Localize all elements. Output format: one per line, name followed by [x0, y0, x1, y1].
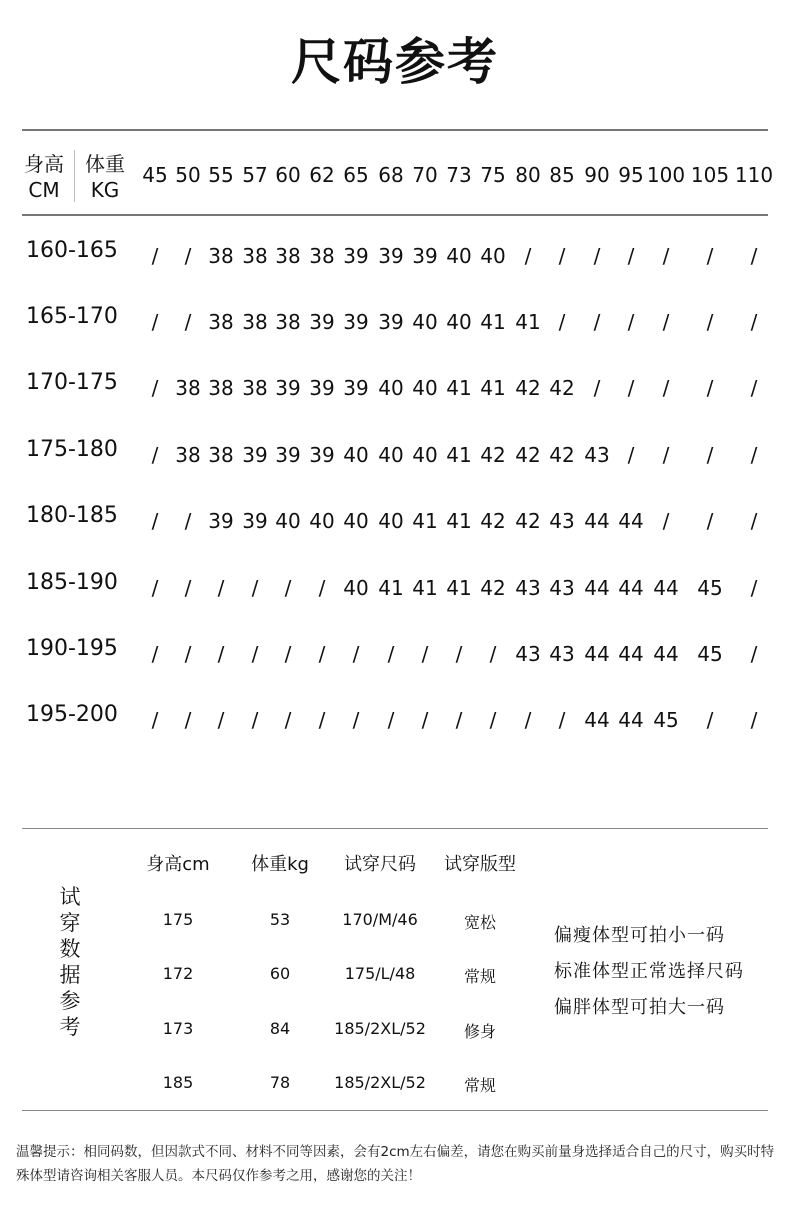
weight-header-cell: 62: [309, 163, 335, 187]
weight-header-cell: 75: [480, 163, 506, 187]
weight-header-cell: 55: [208, 163, 234, 187]
weight-unit-label: KG: [90, 178, 120, 202]
fitting-cell: 185/2XL/52: [334, 1073, 426, 1092]
size-cell: /: [352, 708, 360, 732]
fitting-bottom-divider: [22, 1110, 768, 1111]
size-cell: /: [151, 310, 159, 334]
size-cell: /: [184, 708, 192, 732]
size-cell: 39: [275, 443, 301, 467]
size-cell: /: [750, 576, 758, 600]
size-cell: /: [421, 642, 429, 666]
size-cell: 41: [446, 376, 472, 400]
size-cell: /: [593, 310, 601, 334]
weight-header-cell: 100: [646, 163, 686, 187]
size-cell: /: [662, 443, 670, 467]
size-cell: /: [489, 708, 497, 732]
fitting-title-char: 数: [59, 937, 81, 961]
notice-text: 温馨提示：相同码数，但因款式不同、材料不同等因素，会有2cm左右偏差，请您在购买前量身选择适合自己的尺寸，购买时特殊体型请咨询相关客服人员。本尺码仅作参考之用，感谢您的关注！: [16, 1144, 775, 1184]
fitting-cell: 修身: [463, 1022, 497, 1041]
size-cell: 45: [697, 642, 723, 666]
fitting-header-weight: 体重kg: [251, 854, 309, 875]
weight-header-cell: 45: [142, 163, 168, 187]
size-cell: 44: [653, 576, 679, 600]
size-cell: /: [387, 708, 395, 732]
size-cell: /: [151, 509, 159, 533]
size-cell: /: [593, 376, 601, 400]
size-cell: 44: [618, 576, 644, 600]
size-cell: 39: [275, 376, 301, 400]
size-cell: /: [627, 443, 635, 467]
size-cell: /: [706, 708, 714, 732]
size-cell: 40: [446, 244, 472, 268]
size-cell: 41: [378, 576, 404, 600]
weight-header-cell: 80: [515, 163, 541, 187]
size-cell: 44: [584, 509, 610, 533]
size-cell: 38: [242, 244, 268, 268]
fitting-cell: 175: [162, 910, 194, 929]
fit-tip: 标准体型正常选择尺码: [554, 961, 744, 982]
size-cell: /: [558, 244, 566, 268]
fitting-cell: 172: [162, 964, 194, 983]
height-range-cell: 165-170: [26, 304, 118, 329]
size-cell: 40: [378, 443, 404, 467]
size-cell: 44: [618, 509, 644, 533]
header-separator: [74, 150, 75, 202]
size-cell: /: [184, 576, 192, 600]
size-cell: /: [662, 509, 670, 533]
weight-header-cell: 73: [446, 163, 472, 187]
size-cell: /: [251, 576, 259, 600]
weight-header-cell: 57: [242, 163, 268, 187]
size-cell: /: [750, 642, 758, 666]
size-cell: /: [184, 509, 192, 533]
size-cell: /: [706, 509, 714, 533]
size-cell: 42: [549, 376, 575, 400]
fitting-title-char: 试: [59, 885, 81, 909]
size-cell: /: [662, 244, 670, 268]
size-cell: /: [524, 708, 532, 732]
height-range-cell: 185-190: [26, 570, 118, 595]
size-cell: /: [421, 708, 429, 732]
size-cell: /: [489, 642, 497, 666]
table-top-divider: [22, 129, 768, 131]
weight-header-cell: 105: [690, 163, 730, 187]
size-cell: /: [318, 576, 326, 600]
size-cell: 41: [480, 376, 506, 400]
fitting-cell: 60: [269, 964, 291, 983]
size-cell: /: [318, 708, 326, 732]
size-cell: 38: [275, 244, 301, 268]
size-cell: /: [251, 708, 259, 732]
size-cell: 40: [275, 509, 301, 533]
size-cell: /: [558, 708, 566, 732]
size-cell: /: [151, 642, 159, 666]
size-cell: 38: [208, 244, 234, 268]
height-range-cell: 180-185: [26, 503, 118, 528]
table-header-divider: [22, 214, 768, 216]
size-cell: /: [217, 708, 225, 732]
size-cell: 39: [309, 376, 335, 400]
fit-tips: [554, 918, 774, 1026]
size-cell: /: [352, 642, 360, 666]
size-cell: 39: [309, 443, 335, 467]
size-cell: 41: [446, 509, 472, 533]
size-cell: 39: [343, 244, 369, 268]
size-cell: /: [184, 244, 192, 268]
size-cell: 38: [175, 443, 201, 467]
fitting-cell: 175/L/48: [344, 964, 416, 983]
size-cell: /: [706, 376, 714, 400]
fitting-header-fit: 试穿版型: [444, 854, 516, 875]
height-range-cell: 160-165: [26, 238, 118, 263]
fitting-title-char: 参: [59, 989, 81, 1013]
fitting-cell: 常规: [463, 1076, 497, 1095]
fitting-header-size: 试穿尺码: [344, 854, 416, 875]
size-cell: /: [662, 310, 670, 334]
fitting-header-height: 身高cm: [146, 854, 210, 875]
size-cell: 44: [618, 642, 644, 666]
size-cell: /: [706, 310, 714, 334]
size-cell: 42: [515, 509, 541, 533]
size-cell: 43: [515, 576, 541, 600]
fitting-cell: 185/2XL/52: [334, 1019, 426, 1038]
size-cell: 40: [412, 443, 438, 467]
size-cell: /: [524, 244, 532, 268]
weight-header-cell: 85: [549, 163, 575, 187]
size-cell: 39: [208, 509, 234, 533]
size-cell: 40: [343, 509, 369, 533]
size-cell: /: [662, 376, 670, 400]
size-cell: 45: [697, 576, 723, 600]
size-cell: 41: [446, 443, 472, 467]
size-cell: 42: [549, 443, 575, 467]
fitting-cell: 173: [162, 1019, 194, 1038]
size-cell: 39: [242, 443, 268, 467]
size-cell: /: [750, 310, 758, 334]
size-cell: 39: [378, 244, 404, 268]
size-cell: /: [151, 244, 159, 268]
size-cell: 44: [618, 708, 644, 732]
weight-header-cell: 65: [343, 163, 369, 187]
size-cell: /: [750, 509, 758, 533]
weight-header-cell: 70: [412, 163, 438, 187]
size-cell: 42: [480, 443, 506, 467]
weight-header-cell: 110: [734, 163, 774, 187]
size-cell: 38: [275, 310, 301, 334]
size-cell: 38: [242, 376, 268, 400]
size-cell: /: [558, 310, 566, 334]
size-cell: 40: [412, 310, 438, 334]
size-cell: 38: [208, 310, 234, 334]
fitting-title-char: 穿: [59, 911, 81, 935]
size-cell: /: [184, 310, 192, 334]
size-cell: 40: [446, 310, 472, 334]
size-cell: 43: [549, 509, 575, 533]
size-cell: 43: [549, 576, 575, 600]
size-cell: /: [284, 576, 292, 600]
size-cell: 42: [515, 376, 541, 400]
size-cell: 38: [242, 310, 268, 334]
size-cell: 42: [480, 509, 506, 533]
height-range-cell: 195-200: [26, 702, 118, 727]
size-cell: /: [750, 244, 758, 268]
size-cell: 41: [446, 576, 472, 600]
size-cell: /: [627, 244, 635, 268]
fitting-cell: 78: [269, 1073, 291, 1092]
weight-header-cell: 95: [618, 163, 644, 187]
size-cell: 39: [378, 310, 404, 334]
size-cell: 40: [309, 509, 335, 533]
size-cell: 39: [242, 509, 268, 533]
fit-tip: 偏胖体型可拍大一码: [554, 997, 725, 1018]
size-cell: 44: [584, 576, 610, 600]
height-range-cell: 175-180: [26, 437, 118, 462]
height-header-label: 身高: [24, 152, 64, 176]
page-title: 尺码参考: [291, 33, 499, 91]
size-cell: /: [251, 642, 259, 666]
size-cell: /: [284, 708, 292, 732]
fitting-cell: 常规: [463, 967, 497, 986]
size-cell: /: [318, 642, 326, 666]
height-range-cell: 170-175: [26, 370, 118, 395]
size-cell: /: [387, 642, 395, 666]
size-cell: /: [455, 708, 463, 732]
fitting-top-divider: [22, 828, 768, 829]
size-cell: /: [455, 642, 463, 666]
size-cell: 42: [515, 443, 541, 467]
size-cell: 39: [309, 310, 335, 334]
size-cell: /: [151, 376, 159, 400]
fitting-cell: 53: [269, 910, 291, 929]
fitting-cell: 170/M/46: [342, 910, 418, 929]
fitting-cell: 185: [162, 1073, 194, 1092]
size-cell: /: [151, 443, 159, 467]
size-cell: 39: [343, 310, 369, 334]
size-cell: 41: [412, 509, 438, 533]
size-cell: 43: [515, 642, 541, 666]
size-cell: /: [217, 576, 225, 600]
size-cell: /: [284, 642, 292, 666]
size-cell: 38: [208, 443, 234, 467]
weight-header-cell: 68: [378, 163, 404, 187]
size-cell: /: [184, 642, 192, 666]
height-unit-label: CM: [28, 178, 60, 202]
weight-header-cell: 50: [175, 163, 201, 187]
size-cell: 40: [378, 376, 404, 400]
size-cell: 41: [480, 310, 506, 334]
fitting-title-char: 据: [59, 963, 81, 987]
weight-header-cell: 60: [275, 163, 301, 187]
size-cell: 42: [480, 576, 506, 600]
size-cell: /: [706, 244, 714, 268]
size-cell: /: [627, 310, 635, 334]
size-cell: 40: [480, 244, 506, 268]
size-cell: 40: [378, 509, 404, 533]
size-cell: /: [706, 443, 714, 467]
size-cell: 43: [549, 642, 575, 666]
size-cell: 44: [584, 708, 610, 732]
size-cell: 40: [412, 376, 438, 400]
size-cell: 44: [584, 642, 610, 666]
size-cell: /: [750, 708, 758, 732]
size-cell: /: [750, 443, 758, 467]
size-cell: 43: [584, 443, 610, 467]
fitting-section-title: [55, 884, 85, 1040]
size-cell: 39: [412, 244, 438, 268]
size-cell: /: [217, 642, 225, 666]
height-range-cell: 190-195: [26, 636, 118, 661]
size-cell: /: [627, 376, 635, 400]
size-cell: 39: [343, 376, 369, 400]
size-cell: 40: [343, 443, 369, 467]
size-cell: /: [151, 708, 159, 732]
size-cell: /: [750, 376, 758, 400]
size-cell: /: [593, 244, 601, 268]
weight-header-label: 体重: [85, 152, 125, 176]
fitting-cell: 宽松: [463, 913, 497, 932]
size-cell: /: [151, 576, 159, 600]
size-cell: 38: [208, 376, 234, 400]
size-cell: 41: [412, 576, 438, 600]
weight-header-cell: 90: [584, 163, 610, 187]
fitting-cell: 84: [269, 1019, 291, 1038]
size-cell: 45: [653, 708, 679, 732]
size-cell: 38: [175, 376, 201, 400]
size-cell: 40: [343, 576, 369, 600]
fit-tip: 偏瘦体型可拍小一码: [554, 925, 725, 946]
size-cell: 38: [309, 244, 335, 268]
size-cell: 44: [653, 642, 679, 666]
size-cell: 41: [515, 310, 541, 334]
fitting-title-char: 考: [59, 1015, 81, 1039]
